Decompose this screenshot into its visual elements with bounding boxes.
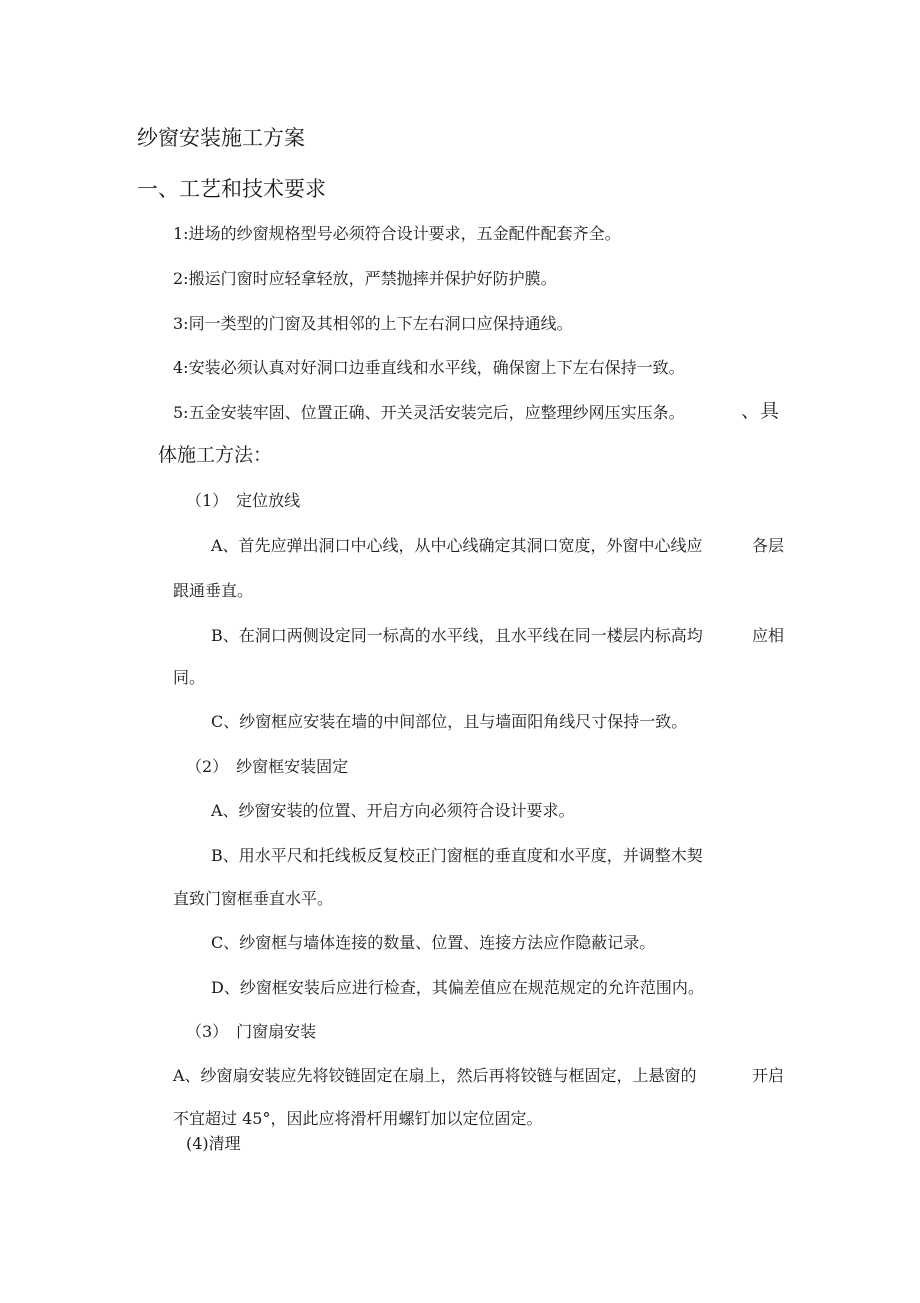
- sash-step-a-text: A、纱窗扇安装应先将铰链固定在扇上，然后再将铰链与框固定，上悬窗的: [173, 1066, 697, 1085]
- requirement-item-5: 5:五金安装牢固、位置正确、开关灵活安装完后，应整理纱网压实压条。: [173, 403, 685, 422]
- positioning-step-c: C、纱窗框应安装在墙的中间部位，且与墙面阳角线尺寸保持一致。: [211, 712, 688, 731]
- frame-step-b-line1: B、用水平尺和托线板反复校正门窗框的垂直度和水平度，并调整木契: [211, 846, 703, 865]
- requirement-item-5-continuation: 体施工方法：: [158, 444, 273, 466]
- requirement-item-3: 3:同一类型的门窗及其相邻的上下左右洞口应保持通线。: [173, 314, 573, 333]
- positioning-step-a-tail: 各层: [751, 536, 784, 555]
- frame-step-c: C、纱窗框与墙体连接的数量、位置、连接方法应作隐蔽记录。: [211, 933, 656, 952]
- requirement-item-2: 2:搬运门窗时应轻拿轻放，严禁抛摔并保护好防护膜。: [173, 269, 557, 288]
- subsection-heading-cleanup: (4)清理: [186, 1134, 241, 1153]
- positioning-step-b-text: B、在洞口两侧设定同一标高的水平线，且水平线在同一楼层内标高均: [211, 626, 703, 645]
- section-heading-process-requirements: 一、工艺和技术要求: [137, 177, 326, 201]
- positioning-step-b-line2: 同。: [173, 668, 206, 687]
- subsection-heading-positioning: （1） 定位放线: [186, 491, 301, 510]
- sash-step-a-tail: 开启: [751, 1066, 784, 1085]
- positioning-step-b-line1: [211, 625, 784, 647]
- frame-step-d: D、纱窗框安装后应进行检查，其偏差值应在规范规定的允许范围内。: [211, 978, 704, 997]
- document-title: 纱窗安装施工方案: [137, 126, 305, 150]
- positioning-step-b-tail: 应相: [751, 626, 784, 645]
- requirement-item-4: 4:安装必须认真对好洞口边垂直线和水平线，确保窗上下左右保持一致。: [173, 358, 685, 377]
- frame-step-a: A、纱窗安装的位置、开启方向必须符合设计要求。: [211, 801, 575, 820]
- positioning-step-a-text: A、首先应弹出洞口中心线，从中心线确定其洞口宽度，外窗中心线应: [211, 536, 703, 555]
- subsection-heading-sash-install: （3） 门窗扇安装: [186, 1022, 317, 1041]
- sash-step-a-line1: [173, 1065, 784, 1087]
- requirement-item-5-trailing: 、具: [741, 400, 780, 422]
- requirement-item-1: 1:进场的纱窗规格型号必须符合设计要求，五金配件配套齐全。: [173, 224, 621, 243]
- sash-step-a-line2: 不宜超过 45°，因此应将滑杆用螺钉加以定位固定。: [173, 1109, 543, 1128]
- positioning-step-a-line2: 跟通垂直。: [173, 581, 254, 600]
- subsection-heading-frame-install: （2） 纱窗框安装固定: [186, 757, 349, 776]
- positioning-step-a-line1: [211, 535, 784, 557]
- frame-step-b-line2: 直致门窗框垂直水平。: [173, 889, 334, 908]
